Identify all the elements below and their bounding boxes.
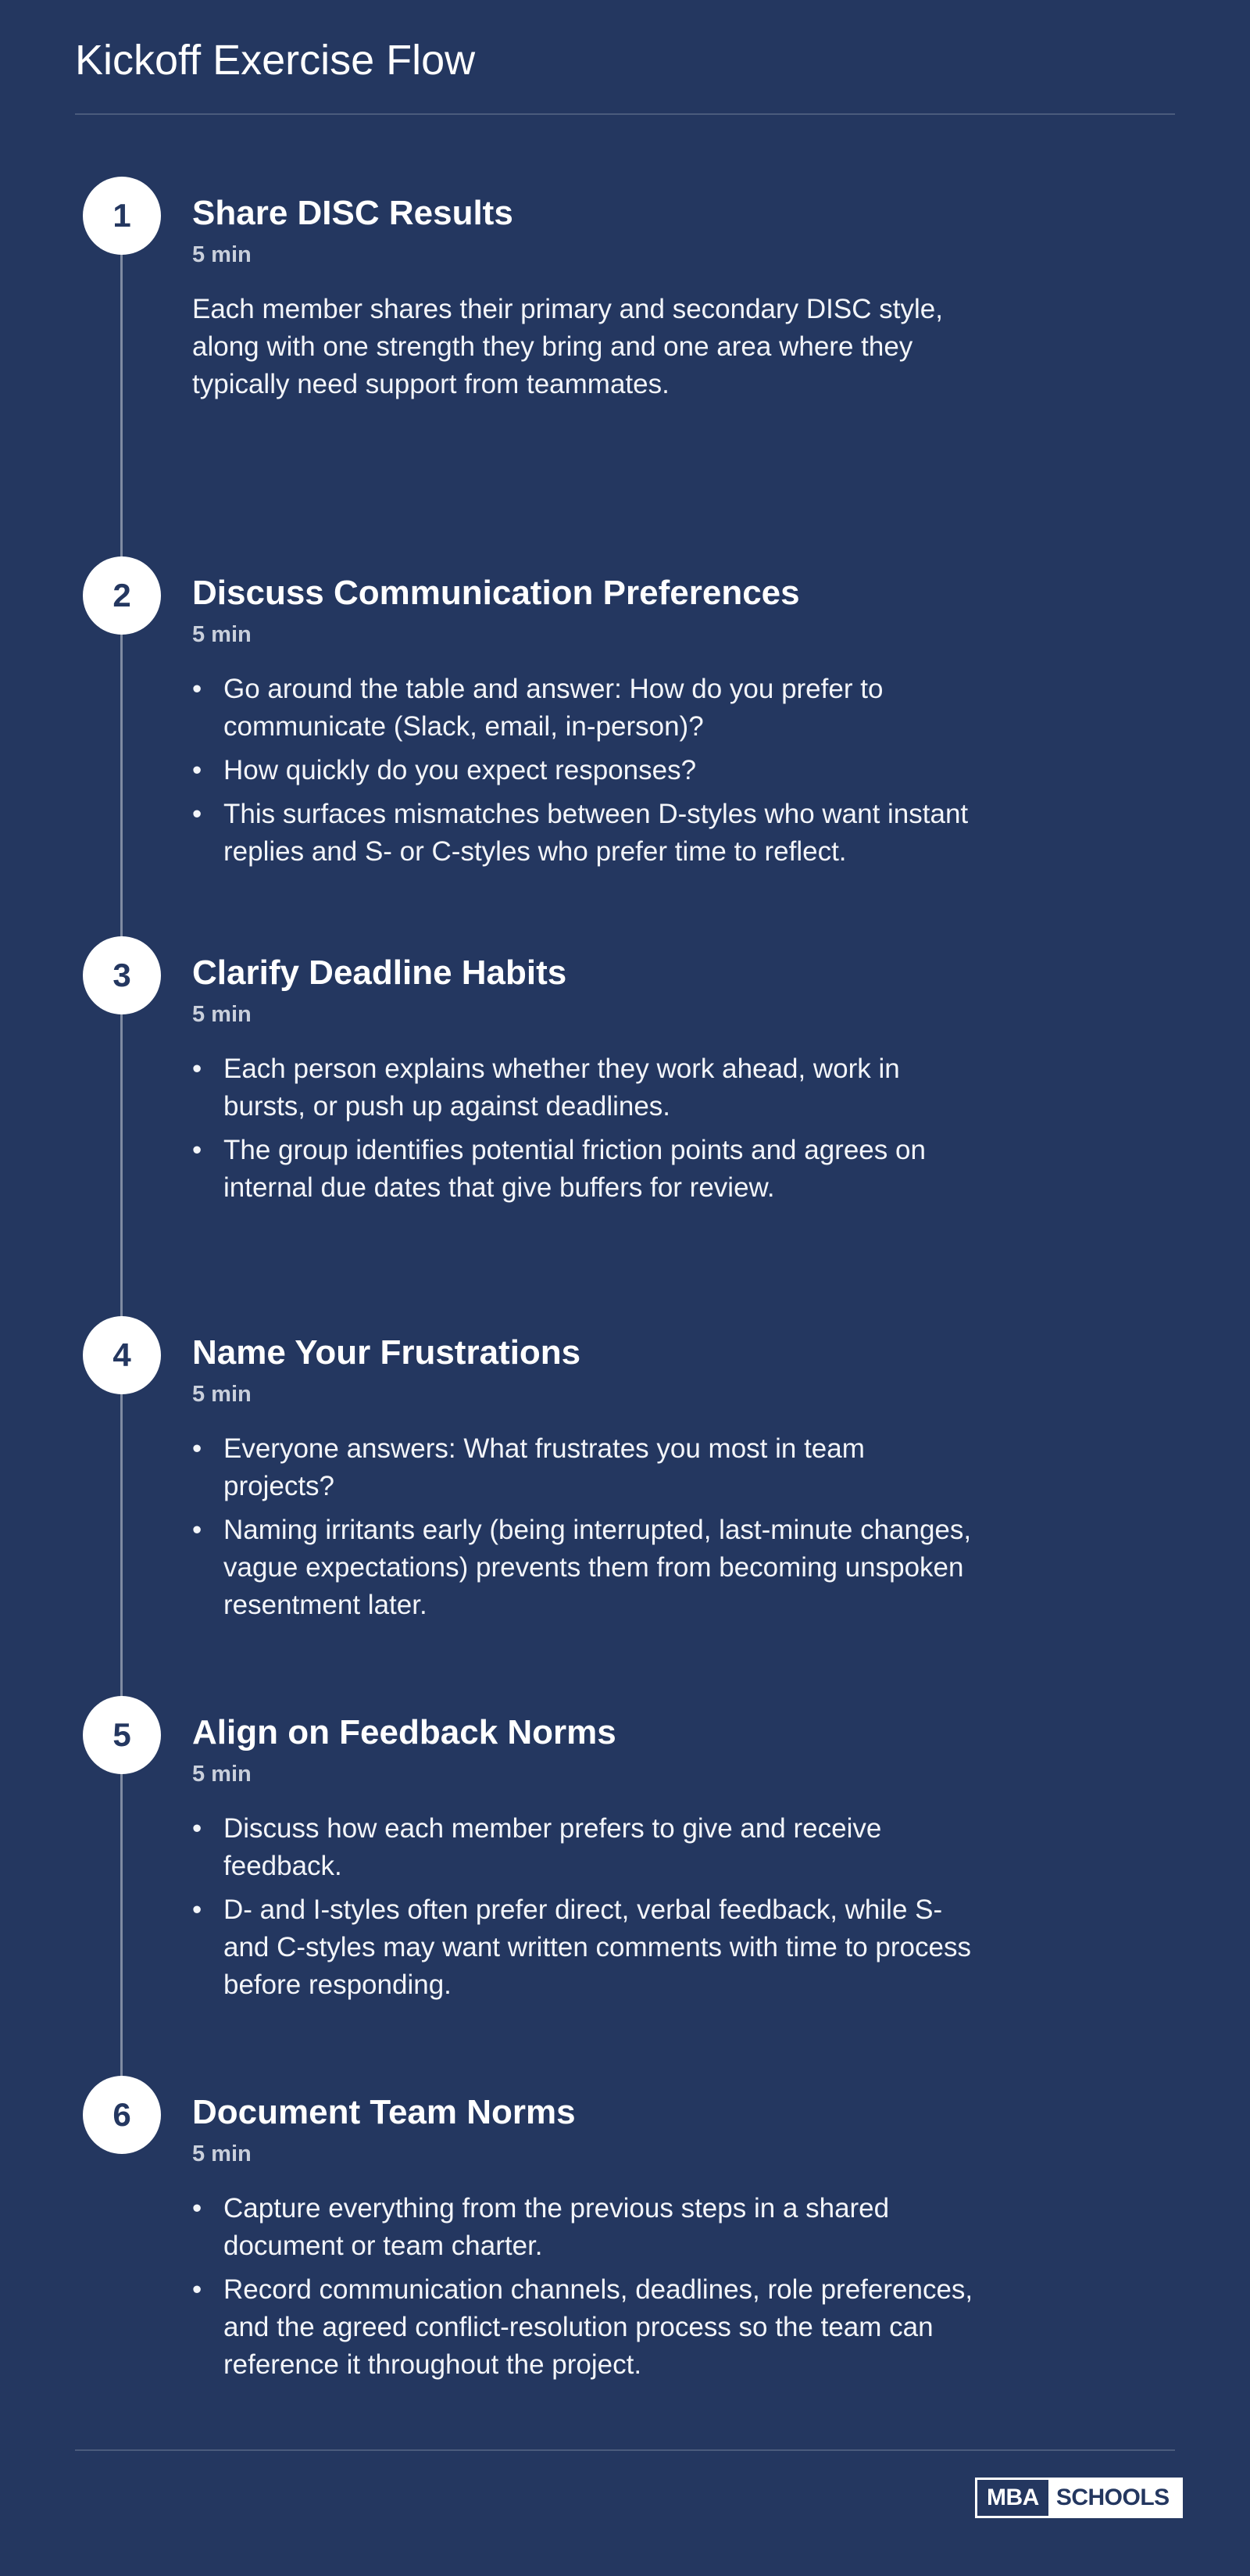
- footer-divider: [75, 2449, 1175, 2451]
- step-number-badge: 5: [83, 1696, 161, 1774]
- step-number-badge: 1: [83, 177, 161, 255]
- list-item: • Everyone answers: What frustrates you most in team projects?: [192, 1430, 973, 1505]
- step-content: [192, 1712, 1005, 2010]
- step-description: Each member shares their primary and secondary DISC style, along with one strength they bring and one area where they typically need support from teammates.: [192, 294, 943, 399]
- step-duration: 5 min: [192, 622, 252, 647]
- list-item: • D- and I-styles often prefer direct, verbal feedback, while S- and C-styles may want written comments with time to process before responding.: [192, 1891, 973, 2004]
- step-number-badge: 3: [83, 936, 161, 1014]
- step-bullet-list: [192, 1810, 973, 2004]
- list-item: • Each person explains whether they work ahead, work in bursts, or push up against deadlines.: [192, 1050, 973, 1125]
- list-item: • How quickly do you expect responses?: [192, 752, 973, 789]
- list-item: • Record communication channels, deadlines, role preferences, and the agreed conflict-resolution process so the team can reference it throughout the project.: [192, 2271, 973, 2384]
- step-content: [192, 572, 1005, 877]
- mba-schools-logo: [975, 2478, 1183, 2518]
- header-divider: [75, 113, 1175, 115]
- list-item: • Naming irritants early (being interrupted, last-minute changes, vague expectations) prevents them from becoming unspoken resentment later.: [192, 1512, 973, 1624]
- step-number-badge: 4: [83, 1316, 161, 1394]
- step-duration: 5 min: [192, 2141, 252, 2166]
- list-item: • This surfaces mismatches between D-styles who want instant replies and S- or C-styles who prefer time to reflect.: [192, 796, 973, 871]
- step-title: Document Team Norms: [192, 2093, 576, 2131]
- list-item: • The group identifies potential friction points and agrees on internal due dates that give buffers for review.: [192, 1132, 973, 1207]
- step-duration: 5 min: [192, 1002, 252, 1027]
- list-item: • Discuss how each member prefers to give and receive feedback.: [192, 1810, 973, 1885]
- step-content: [192, 192, 1005, 403]
- step-duration: 5 min: [192, 1382, 252, 1407]
- step-number-badge: 2: [83, 556, 161, 635]
- step-duration: 5 min: [192, 242, 252, 267]
- step-content: [192, 2091, 1005, 2390]
- step-title: Name Your Frustrations: [192, 1333, 581, 1372]
- step-title: Share DISC Results: [192, 194, 513, 232]
- step-bullet-list: [192, 2190, 973, 2384]
- step-bullet-list: [192, 1050, 973, 1207]
- step-title: Discuss Communication Preferences: [192, 574, 800, 612]
- list-item: • Go around the table and answer: How do you prefer to communicate (Slack, email, in-person)?: [192, 671, 973, 746]
- step-content: [192, 1332, 1005, 1630]
- logo-text-mba: MBA: [987, 2485, 1039, 2510]
- page-title: Kickoff Exercise Flow: [75, 37, 476, 84]
- timeline-line: [120, 216, 123, 2107]
- list-item: • Capture everything from the previous steps in a shared document or team charter.: [192, 2190, 973, 2265]
- step-duration: 5 min: [192, 1762, 252, 1787]
- step-number-badge: 6: [83, 2076, 161, 2154]
- step-bullet-list: [192, 1430, 973, 1624]
- logo-text-schools: SCHOOLS: [1048, 2480, 1180, 2516]
- step-title: Clarify Deadline Habits: [192, 953, 567, 992]
- step-bullet-list: [192, 671, 973, 871]
- step-content: [192, 952, 1005, 1213]
- step-title: Align on Feedback Norms: [192, 1713, 616, 1751]
